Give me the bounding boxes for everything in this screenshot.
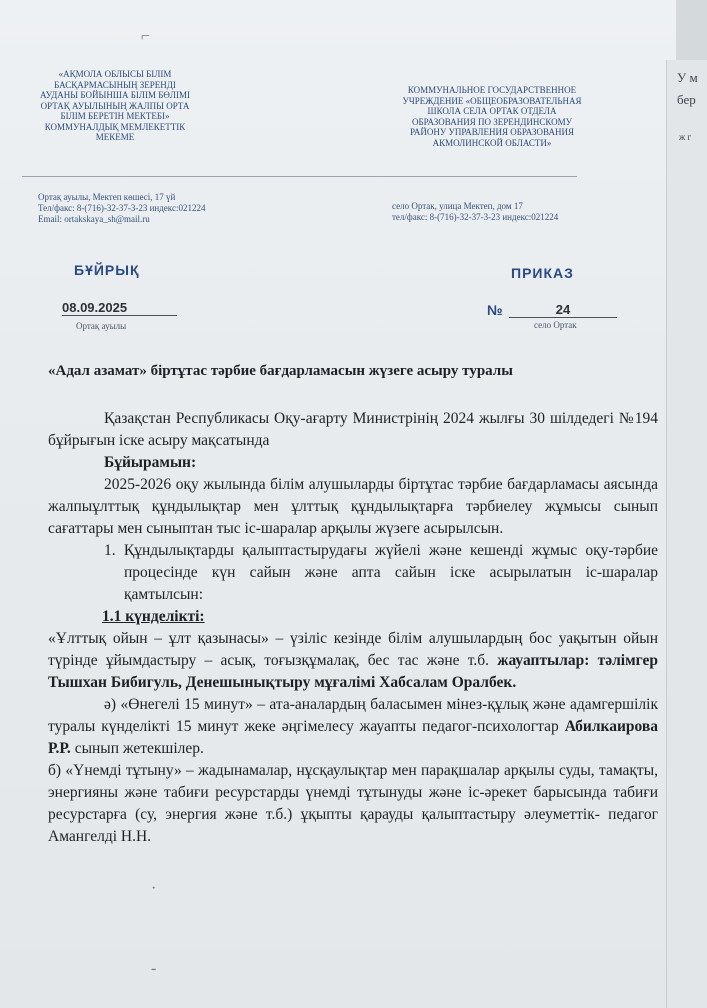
- address-kz: [38, 192, 298, 225]
- item-b-text: ә) «Өнегелі 15 минут» – ата-аналардың баласымен мінез-құлық және адамгершілік туралы күнделікті 15 минут жеке әңгімелесу жауапты педагог-психологтар: [48, 696, 658, 735]
- letterhead-line: АУДАНЫ БОЙЫНША БІЛІМ БӨЛІМІ: [40, 90, 190, 100]
- item-b-name: Абилкаирова Р.Р.: [48, 718, 658, 757]
- letterhead-line: БАСҚАРМАСЫНЫҢ ЗЕРЕНДІ: [54, 79, 176, 90]
- punch-mark: ·: [151, 880, 157, 897]
- letterhead-line: АКМОЛИНСКОЙ ОБЛАСТИ»: [432, 137, 552, 148]
- letterhead-divider: [22, 176, 577, 177]
- item-c: б) «Үнемді тұтыну» – жадынамалар, нұсқаулықтар мен парақшалар арқылы суды, тамақты, энергияны және табиғи ресурстарды үнемді тұтынуды және іс-әрекет барысында табиғи ресурстарға (су, энергия және т.б.) ұқыпты қарауды қалыптастыру әлеуметтік- педагог Амангелді Н.Н.: [48, 762, 658, 845]
- order-heading: «Адал азамат» біртұтас тәрбие бағдарламасын жүзеге асыру туралы: [48, 363, 513, 379]
- order-date: 08.09.2025: [62, 300, 177, 316]
- order-word: Бұйырамын:: [104, 454, 197, 471]
- address-line: Тел/факс: 8-(716)-32-37-3-23 индекс:021224: [38, 203, 206, 213]
- list-text: Құндылықтарды қалыптастырудағы жүйелі және кешенді жұмыс оқу-тәрбие процесінде күн сайын және апта сайын іске асырылатын іс-шаралар қамтылсын:: [123, 542, 659, 603]
- item-a: [48, 628, 658, 694]
- place-ru: село Ортак: [534, 320, 577, 330]
- place-kz: Ортақ ауылы: [76, 321, 127, 331]
- title-kz: БҰЙРЫҚ: [74, 262, 140, 278]
- peek-text-1: У м: [677, 70, 698, 85]
- item-a-text: «Ұлттық ойын – ұлт қазынасы» – үзіліс кезінде білім алушылардың бос уақытын ойын түрінде ұйымдастыру – асық, тоғызқұмалақ, бес тас және т.б.: [48, 630, 658, 669]
- item-a-responsible: жауаптылар: тәлімгер Тышхан Бибигуль, Денешынықтыру мұғалімі Хабсалам Оралбек.: [48, 652, 659, 691]
- address-line: Ортақ ауылы, Мектеп көшесі, 17 үй: [38, 192, 176, 202]
- peek-text-2: бер: [677, 92, 696, 107]
- letterhead-line: ОБРАЗОВАНИЯ ПО ЗЕРЕНДИНСКОМУ: [411, 116, 573, 127]
- letterhead-line: РАЙОНУ УПРАВЛЕНИЯ ОБРАЗОВАНИЯ: [410, 127, 574, 137]
- letterhead-line: ОРТАҚ АУЫЛЫНЫҢ ЖАЛПЫ ОРТА: [40, 100, 190, 111]
- email-line: Email: ortakskaya_sh@mail.ru: [38, 214, 150, 224]
- letterhead-line: БІЛІМ БЕРЕТІН МЕКТЕБІ»: [60, 111, 170, 121]
- sub-heading: 1.1 күнделікті:: [102, 608, 205, 625]
- letterhead-line: КОММУНАЛДЫҚ МЕМЛЕКЕТТІК: [44, 121, 186, 132]
- intro-paragraph: Қазақстан Республикасы Оқу-ағарту Министрінің 2024 жылғы 30 шілдедегі №194 бұйрығын іске асыру мақсатында: [48, 410, 658, 449]
- order-body: [48, 408, 658, 848]
- peek-text-3: ж г: [679, 132, 692, 142]
- punch-mark: ⌐: [141, 28, 151, 45]
- item-b-tail: сынып жетекшілер.: [74, 740, 204, 757]
- address-line: тел/факс: 8-(716)-32-37-3-23 индекс:021224: [392, 212, 559, 222]
- letterhead-line: ШКОЛА СЕЛА ОРТАК ОТДЕЛА: [427, 106, 557, 116]
- order-number: 24: [509, 302, 617, 318]
- address-ru: [392, 201, 652, 223]
- list-number: 1.: [104, 542, 116, 559]
- item-b: [48, 694, 658, 760]
- address-line: село Ортак, улица Мектеп, дом 17: [392, 201, 523, 211]
- letterhead-line: «АҚМОЛА ОБЛЫСЫ БІЛІМ: [58, 69, 172, 79]
- title-ru: ПРИКАЗ: [511, 265, 574, 281]
- list-item-1: [48, 540, 658, 606]
- number-sign: №: [487, 302, 503, 318]
- letterhead-ru: [362, 85, 622, 148]
- punch-mark: -: [151, 960, 157, 977]
- paragraph-1: 2025-2026 оқу жылында білім алушыларды біртұтас тәрбие бағдарламасы аясында жалпыұлттық құндылықтар мен ұлттық құндылықтарға тәрбиелеу жұмысы сынып сағаттары мен сыныптан тыс іс-шаралар арқылы жүзеге асырылсын.: [48, 476, 658, 537]
- letterhead-line: МЕКЕМЕ: [95, 132, 135, 142]
- letterhead-line: КОММУНАЛЬНОЕ ГОСУДАРСТВЕННОЕ: [407, 85, 577, 95]
- underlying-page: [666, 60, 707, 1008]
- letterhead-kz: [0, 69, 230, 143]
- letterhead-line: УЧРЕЖДЕНИЕ «ОБЩЕОБРАЗОВАТЕЛЬНАЯ: [402, 95, 582, 106]
